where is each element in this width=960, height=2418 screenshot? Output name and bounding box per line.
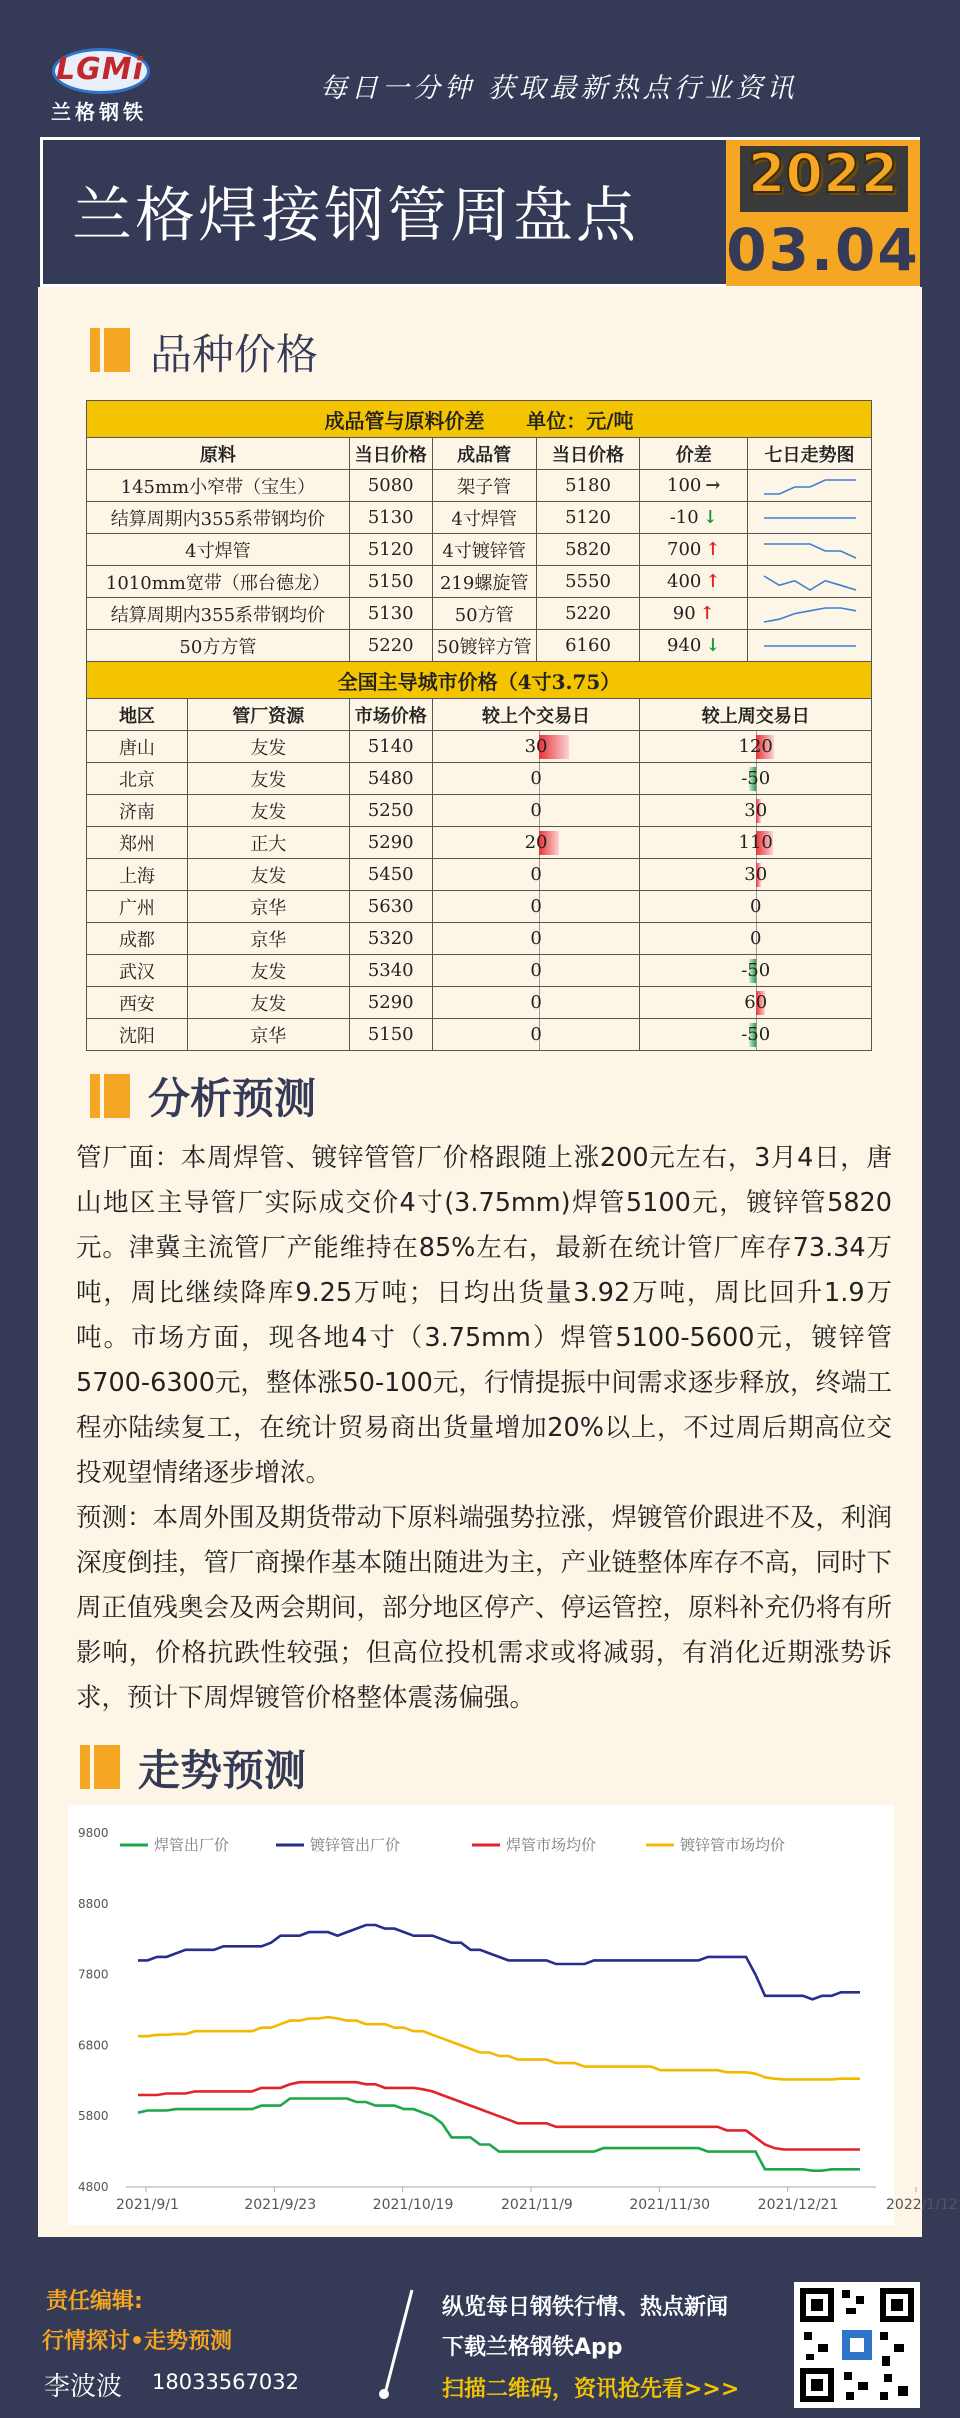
editor-name: 李波波 xyxy=(44,2372,123,2402)
market-price-cell: 5290 xyxy=(349,827,432,859)
weekly-change-cell-value: 30 xyxy=(744,800,768,821)
table2-row xyxy=(87,923,872,955)
editor-label: 责任编辑: xyxy=(46,2289,143,2314)
mill-cell: 友发 xyxy=(187,795,349,827)
table1-row xyxy=(87,566,872,598)
city-cell: 唐山 xyxy=(87,731,188,763)
product-price-cell: 5550 xyxy=(536,566,640,598)
spread-value: -10 xyxy=(669,507,699,528)
weekly-change-cell-value: 110 xyxy=(738,832,773,853)
weekly-change-cell-value: 60 xyxy=(744,992,768,1013)
weekly-change-cell-value: 0 xyxy=(749,896,762,917)
city-cell: 沈阳 xyxy=(87,1019,188,1051)
weekly-change-cell-value: 30 xyxy=(744,864,768,885)
col-header-trend: 七日走势图 xyxy=(748,438,872,470)
city-cell: 武汉 xyxy=(87,955,188,987)
daily-change-cell xyxy=(432,891,640,923)
weekly-change-cell xyxy=(640,859,872,891)
col-header-market-price: 市场价格 xyxy=(349,699,432,731)
legend-label: 镀锌管市场均价 xyxy=(680,1836,786,1854)
market-price-cell: 5480 xyxy=(349,763,432,795)
x-tick-label: 2022/1/12 xyxy=(886,2197,958,2213)
table1-title: 成品管与原料价差 单位：元/吨 xyxy=(87,401,872,438)
city-cell: 北京 xyxy=(87,763,188,795)
weekly-change-cell xyxy=(640,955,872,987)
logo-cn: 兰格钢铁 xyxy=(51,100,147,124)
trend-sparkline-path xyxy=(764,544,856,558)
daily-change-cell xyxy=(432,763,640,795)
city-cell: 西安 xyxy=(87,987,188,1019)
spread-arrow-icon: ↓ xyxy=(702,507,718,528)
market-price-cell: 5630 xyxy=(349,891,432,923)
spread-cell xyxy=(640,502,748,534)
table2-row xyxy=(87,731,872,763)
daily-change-cell xyxy=(432,827,640,859)
mill-cell: 正大 xyxy=(187,827,349,859)
spread-value: 100 xyxy=(667,475,702,496)
product-price-cell: 6160 xyxy=(536,630,640,662)
col-header-raw-price: 当日价格 xyxy=(349,438,432,470)
y-tick-label: 9800 xyxy=(78,1826,109,1840)
product-cell: 50镀锌方管 xyxy=(432,630,536,662)
weekly-change-cell-value: -50 xyxy=(741,768,771,789)
spread-arrow-icon: ↑ xyxy=(699,603,715,624)
table2-row xyxy=(87,795,872,827)
x-tick-label: 2021/9/23 xyxy=(244,2197,317,2213)
section-marker xyxy=(90,328,100,372)
daily-change-cell-value: 0 xyxy=(530,896,542,917)
qr-code-icon xyxy=(794,2282,920,2408)
section-marker xyxy=(104,1074,130,1118)
raw-price-cell: 5150 xyxy=(349,566,432,598)
mill-cell: 京华 xyxy=(187,923,349,955)
mill-cell: 友发 xyxy=(187,859,349,891)
market-price-cell: 5320 xyxy=(349,923,432,955)
city-cell: 广州 xyxy=(87,891,188,923)
spread-arrow-icon: ↑ xyxy=(705,539,721,560)
col-header-city: 地区 xyxy=(87,699,188,731)
market-price-cell: 5140 xyxy=(349,731,432,763)
table2-row xyxy=(87,891,872,923)
table2-row xyxy=(87,763,872,795)
daily-change-cell xyxy=(432,859,640,891)
daily-change-cell xyxy=(432,795,640,827)
trend-sparkline-path xyxy=(764,480,856,494)
weekly-change-cell-value: 0 xyxy=(749,928,762,949)
raw-price-cell: 5080 xyxy=(349,470,432,502)
trend-sparkline-cell xyxy=(748,598,872,630)
col-header-vs-prev-week: 较上周交易日 xyxy=(640,699,872,731)
daily-change-cell xyxy=(432,987,640,1019)
trend-sparkline-cell xyxy=(748,534,872,566)
logo-text: LGMi xyxy=(56,52,144,87)
section-marker xyxy=(94,1745,120,1789)
mill-cell: 友发 xyxy=(187,955,349,987)
trend-sparkline xyxy=(760,474,860,498)
slogan: 每日一分钟 获取最新热点行业资讯 xyxy=(320,73,798,104)
daily-change-cell-value: 0 xyxy=(530,800,542,821)
spread-value: 90 xyxy=(672,603,696,624)
table2-row xyxy=(87,859,872,891)
product-cell: 219螺旋管 xyxy=(432,566,536,598)
trend-sparkline-path xyxy=(764,576,856,590)
editor-phone: 18033567032 xyxy=(152,2370,299,2394)
weekly-change-cell xyxy=(640,731,872,763)
table2-row xyxy=(87,827,872,859)
table1-row xyxy=(87,534,872,566)
y-tick-label: 6800 xyxy=(78,2038,109,2053)
y-tick-label: 7800 xyxy=(78,1967,109,1982)
trend-chart-svg xyxy=(68,1805,958,2225)
city-cell: 郑州 xyxy=(87,827,188,859)
weekly-change-cell xyxy=(640,891,872,923)
trend-sparkline-cell xyxy=(748,630,872,662)
x-tick-label: 2021/11/30 xyxy=(629,2197,711,2213)
mill-cell: 友发 xyxy=(187,731,349,763)
product-price-cell: 5820 xyxy=(536,534,640,566)
raw-price-cell: 5130 xyxy=(349,598,432,630)
trend-sparkline xyxy=(760,570,860,594)
trend-sparkline xyxy=(760,506,860,530)
market-price-cell: 5290 xyxy=(349,987,432,1019)
product-price-cell: 5180 xyxy=(536,470,640,502)
section-marker xyxy=(90,1074,100,1118)
col-header-product: 成品管 xyxy=(432,438,536,470)
series-line-3 xyxy=(138,2082,860,2149)
series-line-2 xyxy=(138,1925,860,1999)
spread-value: 940 xyxy=(667,635,702,656)
trend-sparkline-path xyxy=(764,608,856,622)
col-header-spread: 价差 xyxy=(640,438,748,470)
spread-cell xyxy=(640,598,748,630)
weekly-change-cell xyxy=(640,763,872,795)
legend-label: 镀锌管出厂价 xyxy=(310,1836,401,1854)
raw-price-cell: 5120 xyxy=(349,534,432,566)
x-tick-label: 2021/10/19 xyxy=(372,2197,454,2213)
product-cell: 架子管 xyxy=(432,470,536,502)
trend-sparkline xyxy=(760,602,860,626)
spread-value: 700 xyxy=(667,539,702,560)
raw-material-cell: 1010mm宽带（邢台德龙） xyxy=(87,566,350,598)
raw-material-cell: 4寸焊管 xyxy=(87,534,350,566)
daily-change-cell xyxy=(432,731,640,763)
table2-row xyxy=(87,955,872,987)
daily-change-cell-value: 0 xyxy=(530,1024,542,1045)
section-marker xyxy=(80,1745,90,1789)
table2-title-row xyxy=(87,662,872,699)
product-cell: 50方管 xyxy=(432,598,536,630)
app-promo-line3: 扫描二维码，资讯抢先看>>> xyxy=(442,2377,740,2402)
spread-arrow-icon: → xyxy=(705,475,721,496)
daily-change-cell-value: 20 xyxy=(524,832,548,853)
weekly-change-cell xyxy=(640,923,872,955)
mill-cell: 京华 xyxy=(187,891,349,923)
analysis-text xyxy=(76,1136,892,1721)
qr-code[interactable] xyxy=(794,2282,920,2408)
daily-change-cell xyxy=(432,923,640,955)
mill-cell: 京华 xyxy=(187,1019,349,1051)
x-tick-label: 2021/11/9 xyxy=(501,2197,573,2213)
col-header-vs-prev-day: 较上个交易日 xyxy=(432,699,640,731)
daily-change-cell xyxy=(432,1019,640,1051)
year-label: 2022 xyxy=(747,142,899,205)
weekly-change-cell xyxy=(640,795,872,827)
product-cell: 4寸焊管 xyxy=(432,502,536,534)
table1-title-row xyxy=(87,401,872,438)
trend-sparkline-cell xyxy=(748,502,872,534)
table2-row xyxy=(87,987,872,1019)
daily-change-cell xyxy=(432,955,640,987)
daily-change-cell-value: 0 xyxy=(530,992,542,1013)
col-header-raw: 原料 xyxy=(87,438,350,470)
mill-cell: 友发 xyxy=(187,987,349,1019)
date-label: 03.04 xyxy=(726,216,920,284)
raw-material-cell: 结算周期内355系带钢均价 xyxy=(87,502,350,534)
table1-header-row xyxy=(87,438,872,470)
col-header-mill: 管厂资源 xyxy=(187,699,349,731)
app-promo-line2[interactable]: 下载兰格钢铁App xyxy=(442,2335,623,2360)
daily-change-cell-value: 0 xyxy=(530,864,542,885)
section-marker xyxy=(104,328,130,372)
city-cell: 上海 xyxy=(87,859,188,891)
price-table xyxy=(86,400,872,1051)
product-price-cell: 5220 xyxy=(536,598,640,630)
trend-chart xyxy=(68,1805,958,2225)
page-title: 兰格焊接钢管周盘点 xyxy=(72,181,639,251)
y-tick-label: 5800 xyxy=(78,2109,109,2124)
raw-material-cell: 145mm小窄带（宝生） xyxy=(87,470,350,502)
weekly-change-cell xyxy=(640,827,872,859)
legend-label: 焊管市场均价 xyxy=(506,1836,597,1854)
section-title-trend: 走势预测 xyxy=(138,1746,307,1795)
city-cell: 成都 xyxy=(87,923,188,955)
trend-sparkline xyxy=(760,538,860,562)
app-promo-line1: 纵览每日钢铁行情、热点新闻 xyxy=(442,2295,729,2320)
trend-sparkline xyxy=(760,634,860,658)
raw-material-cell: 结算周期内355系带钢均价 xyxy=(87,598,350,630)
x-tick-label: 2021/12/21 xyxy=(757,2197,839,2213)
x-tick-label: 2021/9/1 xyxy=(116,2197,179,2213)
market-price-cell: 5450 xyxy=(349,859,432,891)
section-title-analysis: 分析预测 xyxy=(148,1074,317,1123)
table2-row xyxy=(87,1019,872,1051)
market-price-cell: 5150 xyxy=(349,1019,432,1051)
spread-cell xyxy=(640,470,748,502)
spread-arrow-icon: ↑ xyxy=(705,571,721,592)
daily-change-cell-value: 0 xyxy=(530,928,542,949)
weekly-change-cell xyxy=(640,987,872,1019)
y-tick-label: 4800 xyxy=(78,2180,109,2194)
spread-cell xyxy=(640,534,748,566)
market-price-cell: 5340 xyxy=(349,955,432,987)
trend-sparkline-cell xyxy=(748,470,872,502)
spread-cell xyxy=(640,566,748,598)
series-line-4 xyxy=(138,2017,860,2079)
spread-arrow-icon: ↓ xyxy=(705,635,721,656)
section-title-prices: 品种价格 xyxy=(150,330,319,379)
table2-header-row xyxy=(87,699,872,731)
product-price-cell: 5120 xyxy=(536,502,640,534)
weekly-change-cell xyxy=(640,1019,872,1051)
weekly-change-cell-value: 120 xyxy=(738,736,773,757)
lange-logo xyxy=(44,42,154,126)
column-label: 行情探讨•走势预测 xyxy=(42,2329,233,2354)
weekly-change-cell-value: -50 xyxy=(741,1024,771,1045)
table1-row xyxy=(87,470,872,502)
daily-change-cell-value: 0 xyxy=(530,960,542,981)
y-tick-label: 8800 xyxy=(78,1896,109,1911)
raw-price-cell: 5130 xyxy=(349,502,432,534)
mill-cell: 友发 xyxy=(187,763,349,795)
daily-change-cell-value: 30 xyxy=(524,736,548,757)
analysis-paragraph-forecast: 预测：本周外围及期货带动下原料端强势拉涨，焊镀管价跟进不及，利润深度倒挂，管厂商操作基本随出随进为主，产业链整体库存不高，同时下周正值残奥会及两会期间，部分地区停产、停运管控，原料补充仍将有所影响，价格抗跌性较强；但高位投机需求或将减弱，有消化近期涨势诉求，预计下周焊镀管价格整体震荡偏强。 xyxy=(76,1503,893,1713)
weekly-change-cell-value: -50 xyxy=(741,960,771,981)
product-cell: 4寸镀锌管 xyxy=(432,534,536,566)
legend-label: 焊管出厂价 xyxy=(154,1836,230,1854)
daily-change-cell-value: 0 xyxy=(530,768,542,789)
spread-value: 400 xyxy=(667,571,702,592)
city-cell: 济南 xyxy=(87,795,188,827)
spread-cell xyxy=(640,630,748,662)
trend-sparkline-cell xyxy=(748,566,872,598)
table1-row xyxy=(87,598,872,630)
divider-pen-icon xyxy=(372,2282,424,2402)
market-price-cell: 5250 xyxy=(349,795,432,827)
table1-row xyxy=(87,630,872,662)
table2-title: 全国主导城市价格（4寸3.75） xyxy=(87,662,872,699)
raw-price-cell: 5220 xyxy=(349,630,432,662)
table1-row xyxy=(87,502,872,534)
col-header-product-price: 当日价格 xyxy=(536,438,640,470)
raw-material-cell: 50方方管 xyxy=(87,630,350,662)
analysis-paragraph-mill: 管厂面：本周焊管、镀锌管管厂价格跟随上涨200元左右，3月4日，唐山地区主导管厂实际成交价4寸(3.75mm)焊管5100元，镀锌管5820元。津冀主流管厂产能维持在85%左右，最新在统计管厂库存73.34万吨，周比继续降库9.25万吨；日均出货量3.92万吨，周比回升1.9万吨。市场方面，现各地4寸（3.75mm）焊管5100-5600元，镀锌管5700-6300元，整体涨50-100元，行情提振中间需求逐步释放，终端工程亦陆续复工，在统计贸易商出货量增加20%以上，不过周后期高位交投观望情绪逐步增浓。 xyxy=(76,1143,892,1488)
